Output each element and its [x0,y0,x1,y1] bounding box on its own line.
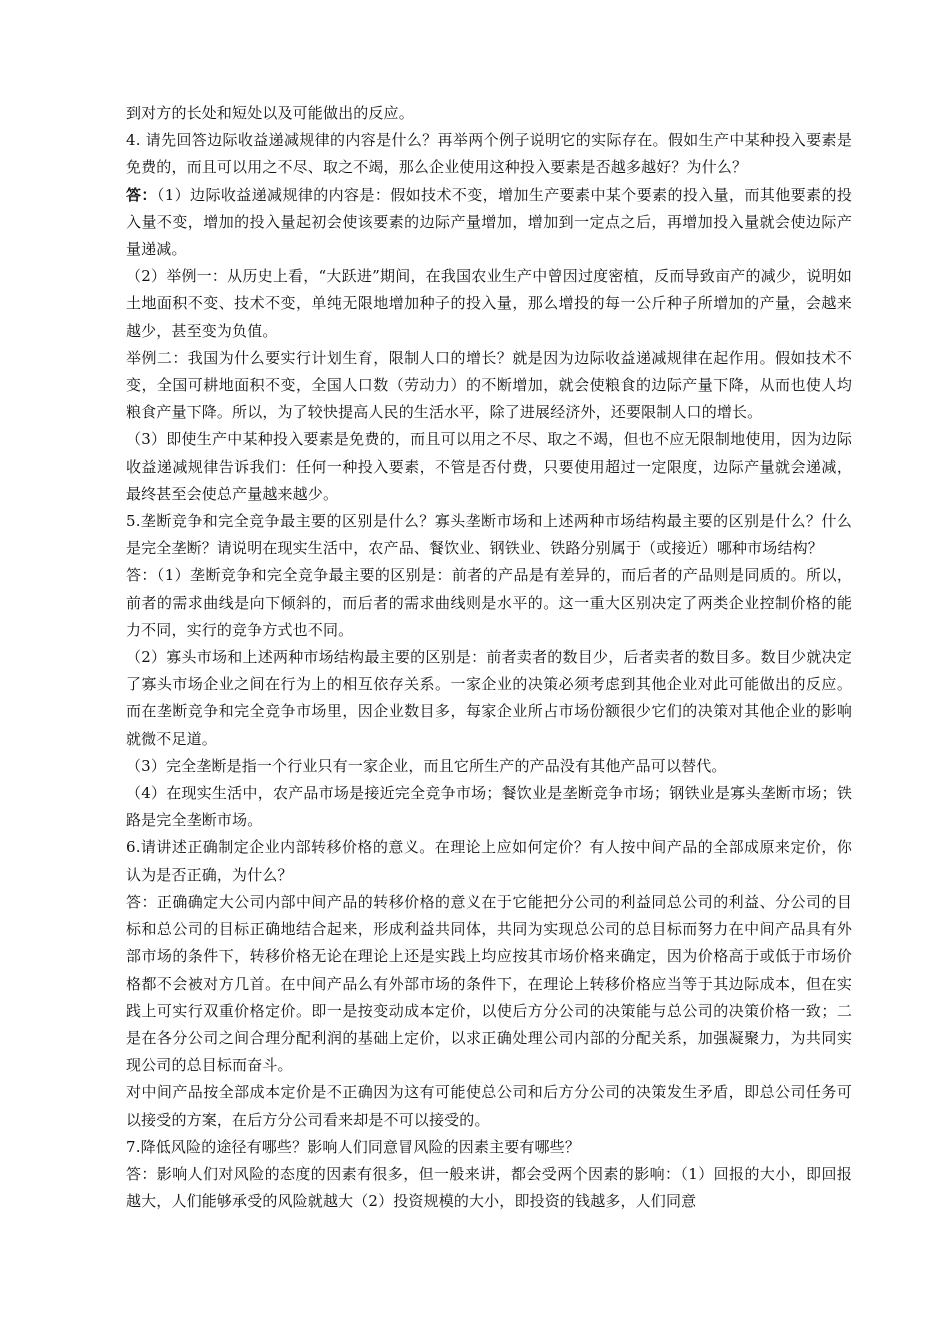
paragraph-text: （1）边际收益递减规律的内容是：假如技术不变，增加生产要素中某个要素的投入量，而其他要素的投入量不变，增加的投入量起初会使该要素的边际产量增加，增加到一定点之后，再增加投入量就会使边际产量递减。 [126,185,852,259]
paragraph-text: 6.请讲述正确制定企业内部转移价格的意义。在理论上应如何定价？有人按中间产品的全部成原来定价，你认为是否正确，为什么？ [126,838,852,884]
paragraph-text: 7.降低风险的途径有哪些？影响人们同意冒风险的因素主要有哪些？ [126,1137,580,1156]
answer-5-part-1 [126,562,852,644]
question-5 [126,508,852,562]
question-6 [126,834,852,888]
answer-4-part-3 [126,426,852,508]
answer-label: 答： [126,185,157,204]
paragraph-text: （4）在现实生活中，农产品市场是接近完全竞争市场；餐饮业是垄断竞争市场；钢铁业是寡头垄断市场；铁路是完全垄断市场。 [126,784,852,830]
answer-4-part-1 [126,182,852,264]
paragraph-text: 答：（1）垄断竞争和完全竞争最主要的区别是：前者的产品是有差异的，而后者的产品则是同质的。所以，前者的需求曲线是向下倾斜的，而后者的需求曲线则是水平的。这一重大区别决定了两类企业控制价格的能力不同，实行的竞争方式也不同。 [126,566,852,639]
answer-5-part-3 [126,753,852,780]
question-4 [126,127,852,181]
paragraph-text: 到对方的长处和短处以及可能做出的反应。 [126,104,414,122]
paragraph-text: 答：正确确定大公司内部中间产品的转移价格的意义在于它能把分公司的利益同总公司的利益、分公司的目标和总公司的目标正确地结合起来，形成利益共同体，共同为实现总公司的总目标而努力在中间产品具有外部市场的条件下，转移价格无论在理论上还是实践上均应按其市场价格来确定，因为价格高于或低于市场价格都不会被对方几首。在中间产品么有外部市场的条件下，在理论上转移价格应当等于其边际成本，但在实践上可实行双重价格定价。即一是按变动成本定价，以使后方分公司的决策能与总公司的决策价格一致；二是在各分公司之间合理分配利润的基础上定价，以求正确处理公司内部的分配关系，加强凝聚力，为共同实现公司的总目标而奋斗。 [126,892,852,1075]
answer-5-part-4 [126,780,852,834]
answer-6 [126,889,852,1079]
paragraph-text: （3）即使生产中某种投入要素是免费的，而且可以用之不尽、取之不竭，但也不应无限制地使用，因为边际收益递减规律告诉我们：任何一种投入要素，不管是否付费，只要使用超过一定限度，边际产量就会递减，最终甚至会使总产量越来越少。 [126,430,852,503]
paragraph-text: 5.垄断竞争和完全竞争最主要的区别是什么？寡头垄断市场和上述两种市场结构最主要的区别是什么？什么是完全垄断？请说明在现实生活中，农产品、餐饮业、钢铁业、铁路分别属于（或接近）哪种市场结构？ [126,512,852,558]
paragraph-text: （2）寡头市场和上述两种市场结构最主要的区别是：前者卖者的数目少，后者卖者的数目多。数目少就决定了寡头市场企业之间在行为上的相互依存关系。一家企业的决策必须考虑到其他企业对此可能做出的反应。而在垄断竞争和完全竞争市场里，因企业数目多，每家企业所占市场份额很少它们的决策对其他企业的影响就微不足道。 [126,648,852,748]
paragraph-continuation [126,100,852,127]
question-7 [126,1134,852,1161]
paragraph-text: 举例二：我国为什么要实行计划生育，限制人口的增长？就是因为边际收益递减规律在起作用。假如技术不变，全国可耕地面积不变，全国人口数（劳动力）的不断增加，就会使粮食的边际产量下降，从而也使人均粮食产量下降。所以，为了较快提高人民的生活水平，除了进展经济外，还要限制人口的增长。 [126,348,852,422]
paragraph-text: （3）完全垄断是指一个行业只有一家企业，而且它所生产的产品没有其他产品可以替代。 [126,756,727,775]
answer-5-part-2 [126,644,852,753]
answer-6-continued [126,1079,852,1133]
paragraph-text: （2）举例一：从历史上看，“大跃进”期间，在我国农业生产中曾因过度密植，反而导致亩产的减少，说明如土地面积不变、技术不变，单纯无限地增加种子的投入量，那么增投的每一公斤种子所增加的产量，会越来越少，甚至变为负值。 [126,267,852,340]
answer-4-part-2 [126,263,852,345]
answer-7 [126,1161,852,1215]
paragraph-text: 4. 请先回答边际收益递减规律的内容是什么？再举两个例子说明它的实际存在。假如生产中某种投入要素是免费的，而且可以用之不尽、取之不竭，那么企业使用这种投入要素是否越多越好？为什么？ [126,131,852,177]
paragraph-text: 答：影响人们对风险的态度的因素有很多，但一般来讲，都会受两个因素的影响：（1）回报的大小，即回报越大，人们能够承受的风险就越大（2）投资规模的大小，即投资的钱越多，人们同意 [126,1164,852,1211]
document-body [126,100,852,1215]
paragraph-text: 对中间产品按全部成本定价是不正确因为这有可能使总公司和后方分公司的决策发生矛盾，即总公司任务可以接受的方案，在后方分公司看来却是不可以接受的。 [126,1083,852,1129]
answer-4-example-2 [126,345,852,427]
